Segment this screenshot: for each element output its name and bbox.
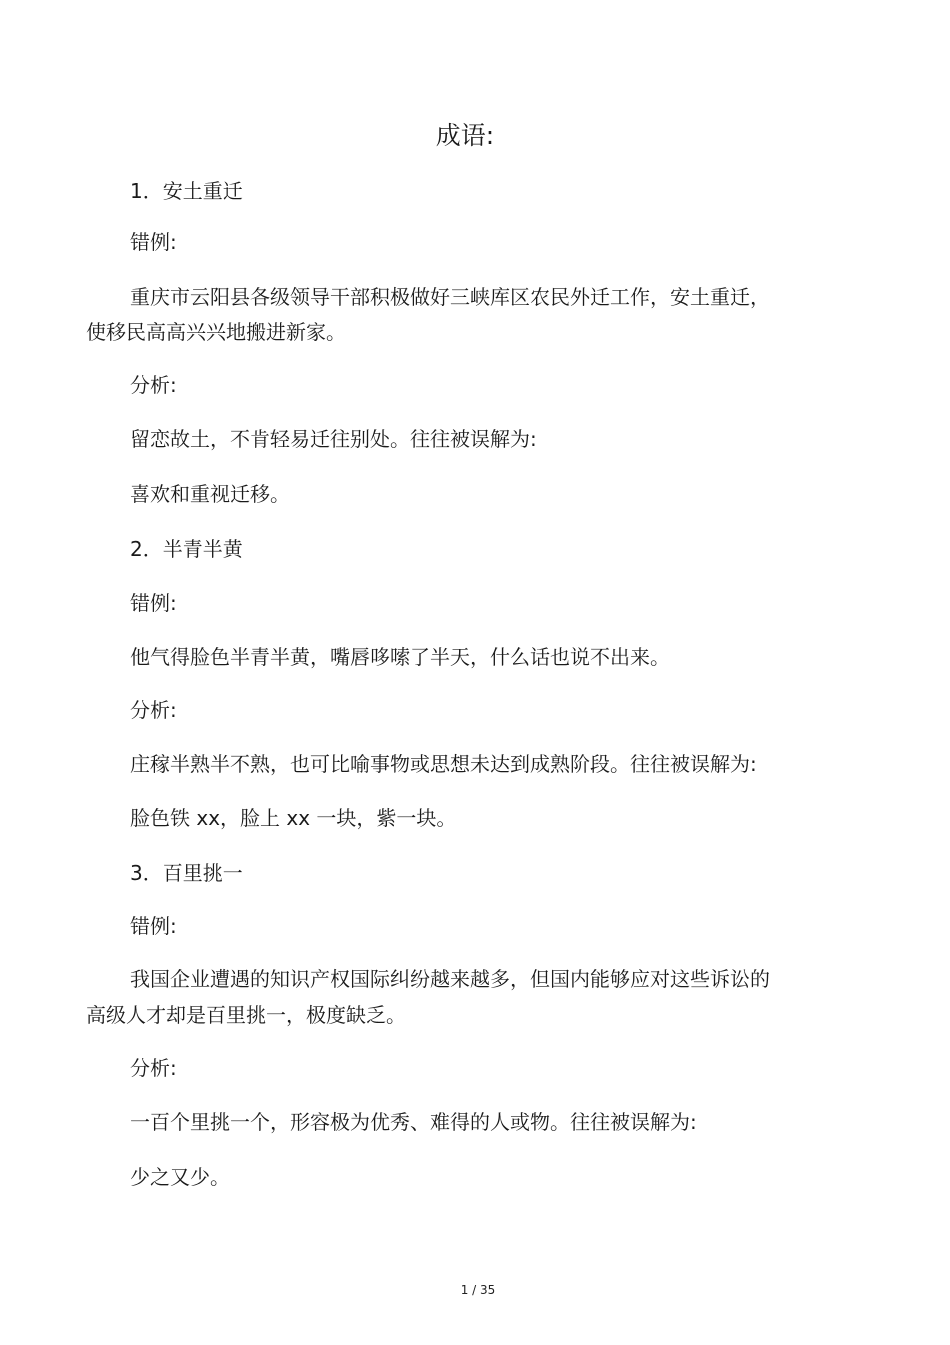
- idiom-2-example-line-1: 他气得脸色半青半黄，嘴唇哆嗦了半天，什么话也说不出来。: [130, 645, 670, 669]
- idiom-2-heading: 2．半青半黄: [130, 537, 243, 561]
- idiom-1-misread: 喜欢和重视迁移。: [130, 482, 290, 506]
- idiom-3-meaning: 一百个里挑一个，形容极为优秀、难得的人或物。往往被误解为:: [130, 1110, 697, 1134]
- idiom-3-misread: 少之又少。: [130, 1165, 230, 1189]
- idiom-3-analysis-label: 分析:: [130, 1056, 177, 1080]
- idiom-1-example-label: 错例:: [130, 230, 177, 254]
- idiom-3-example-line-1: 我国企业遭遇的知识产权国际纠纷越来越多，但国内能够应对这些诉讼的: [130, 967, 770, 991]
- idiom-1-meaning: 留恋故土，不肯轻易迁往别处。往往被误解为:: [130, 427, 537, 451]
- idiom-2-meaning: 庄稼半熟半不熟，也可比喻事物或思想未达到成熟阶段。往往被误解为:: [130, 752, 757, 776]
- idiom-3-example-label: 错例:: [130, 914, 177, 938]
- page-indicator: 1 / 35: [460, 1283, 496, 1297]
- idiom-1-analysis-label: 分析:: [130, 373, 177, 397]
- idiom-3-example-line-2: 高级人才却是百里挑一，极度缺乏。: [86, 1003, 406, 1027]
- idiom-1-example-line-1: 重庆市云阳县各级领导干部积极做好三峡库区农民外迁工作，安土重迁，: [130, 285, 770, 309]
- idiom-2-misread: 脸色铁 xx，脸上 xx 一块，紫一块。: [130, 806, 457, 830]
- idiom-1-example-line-2: 使移民高高兴兴地搬进新家。: [86, 320, 346, 344]
- page-title: 成语:: [435, 121, 495, 150]
- idiom-2-analysis-label: 分析:: [130, 698, 177, 722]
- idiom-2-example-label: 错例:: [130, 591, 177, 615]
- idiom-1-heading: 1．安土重迁: [130, 179, 243, 203]
- idiom-3-heading: 3．百里挑一: [130, 861, 243, 885]
